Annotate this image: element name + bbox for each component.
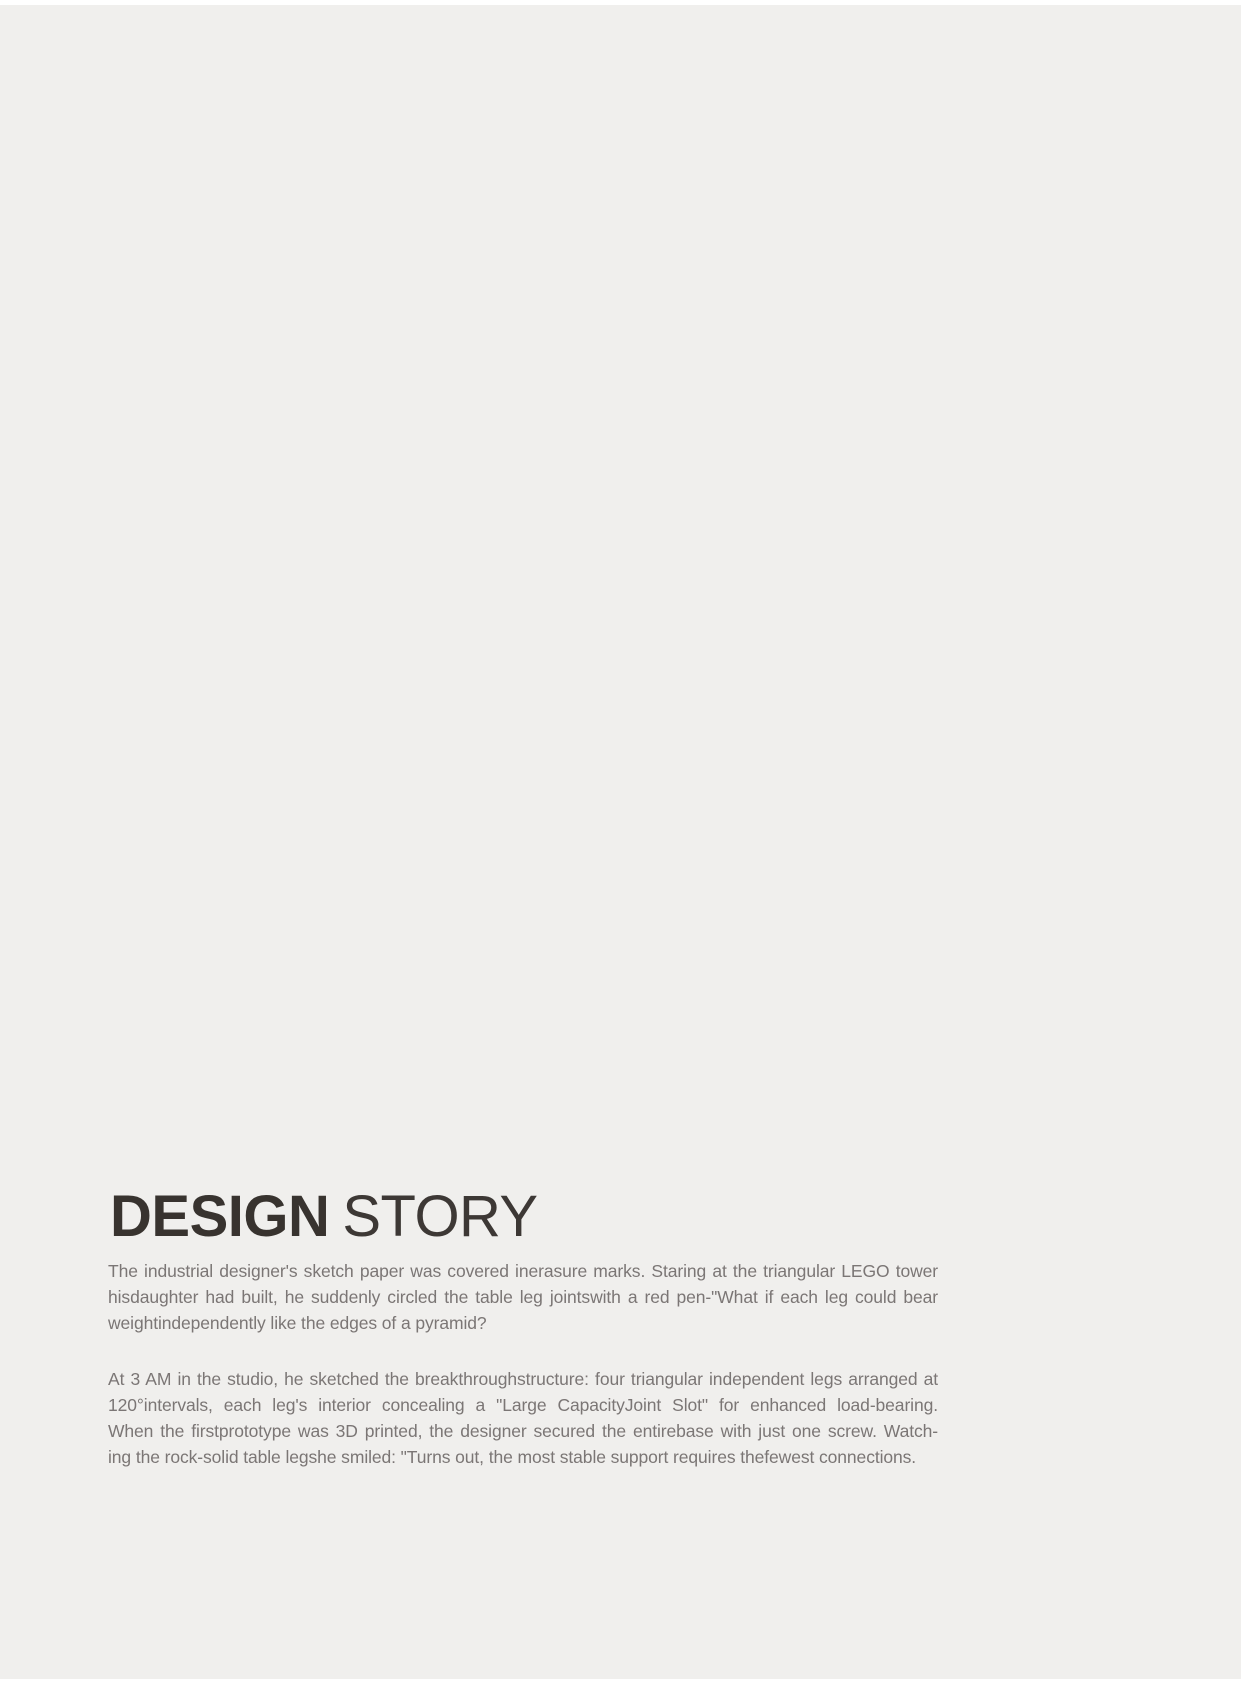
page-title-regular: STORY <box>342 1183 538 1249</box>
story-paragraph-1 <box>108 1258 938 1336</box>
paragraph-line: hisdaughter had built, he suddenly circled the table leg jointswith a red pen-"What if each leg could bear <box>108 1287 938 1307</box>
paragraph-line: weightindependently like the edges of a pyramid? <box>108 1313 487 1333</box>
page-edge-bottom <box>0 1679 1241 1684</box>
paragraph-line: ing the rock-solid table legshe smiled: "Turns out, the most stable support requires thefewest connections. <box>108 1447 917 1467</box>
paragraph-line: At 3 AM in the studio, he sketched the breakthroughstructure: four triangular independent legs arranged at <box>108 1369 938 1389</box>
story-paragraph-2 <box>108 1366 938 1470</box>
paragraph-line: The industrial designer's sketch paper was covered inerasure marks. Staring at the triangular LEGO tower <box>108 1261 938 1281</box>
paragraph-line: When the firstprototype was 3D printed, the designer secured the entirebase with just one screw. Watch- <box>108 1421 938 1441</box>
page-title-bold: DESIGN <box>110 1183 330 1249</box>
page-title <box>110 1183 538 1249</box>
page-edge-top <box>0 0 1241 5</box>
paragraph-line: 120°intervals, each leg's interior concealing a "Large CapacityJoint Slot" for enhanced load-bearing. <box>108 1395 938 1415</box>
story-body <box>108 1258 938 1500</box>
